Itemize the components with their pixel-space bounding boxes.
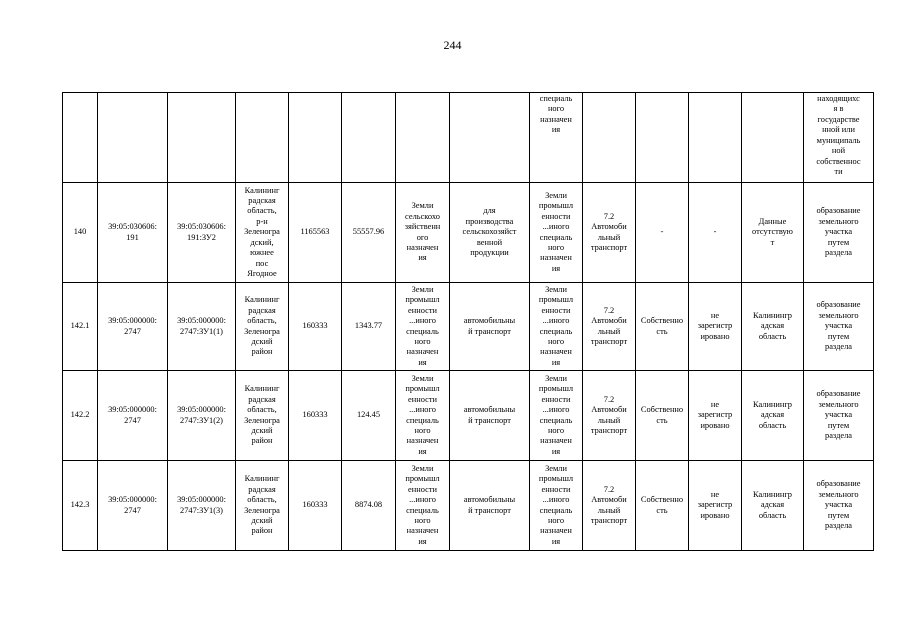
table-cell: для производства сельскохозяйст венной продукции (450, 183, 530, 283)
table-cell: Калинингр адская область (742, 283, 804, 371)
table-cell (450, 93, 530, 183)
table-cell: Собственно сть (636, 371, 689, 461)
table-cell: Собственно сть (636, 461, 689, 551)
table-row (63, 283, 874, 371)
table-cell: не зарегистр ировано (689, 371, 742, 461)
table-cell: 7.2 Автомоби льный транспорт (583, 183, 636, 283)
table-cell: Калининг радская область, Зеленогра дский район (236, 371, 289, 461)
table-cell: Собственно сть (636, 283, 689, 371)
table-cell: - (636, 183, 689, 283)
table-cell: 8874.08 (342, 461, 396, 551)
table-cell: Калинингр адская область (742, 371, 804, 461)
table-cell: 39:05:030606: 191:ЗУ2 (168, 183, 236, 283)
table-cell: 7.2 Автомоби льный транспорт (583, 371, 636, 461)
table-cell: 39:05:000000: 2747:ЗУ1(2) (168, 371, 236, 461)
table-cell (689, 93, 742, 183)
table-cell: 39:05:000000: 2747 (98, 371, 168, 461)
table-cell: Земли промышл енности ...иного специаль ного назначен ия (396, 371, 450, 461)
table-cell (583, 93, 636, 183)
table-cell: 160333 (289, 371, 342, 461)
table-cell: Данные отсутствую т (742, 183, 804, 283)
table-cell: 140 (63, 183, 98, 283)
table-cell: 7.2 Автомоби льный транспорт (583, 461, 636, 551)
table-cell: образование земельного участка путем раздела (804, 283, 874, 371)
table-row-continuation (63, 93, 874, 183)
table-cell: Калинингр адская область (742, 461, 804, 551)
table-cell: Земли промышл енности ...иного специаль ного назначен ия (396, 283, 450, 371)
table-cell (289, 93, 342, 183)
table-cell: 39:05:000000: 2747 (98, 283, 168, 371)
table-row (63, 371, 874, 461)
table-cell: 160333 (289, 461, 342, 551)
table-cell: 142.1 (63, 283, 98, 371)
table-cell: Земли промышл енности ...иного специаль ного назначен ия (530, 461, 583, 551)
table-cell (236, 93, 289, 183)
table-cell: 39:05:000000: 2747:ЗУ1(3) (168, 461, 236, 551)
table-body (63, 93, 874, 551)
page-number: 244 (443, 38, 462, 52)
land-plots-table (62, 92, 874, 551)
table-cell (98, 93, 168, 183)
table-cell: Земли промышл енности ...иного специаль ного назначен ия (530, 371, 583, 461)
table-cell: 1343.77 (342, 283, 396, 371)
table-cell (63, 93, 98, 183)
table-row (63, 461, 874, 551)
table-cell: не зарегистр ировано (689, 283, 742, 371)
table-cell: автомобильны й транспорт (450, 283, 530, 371)
table-cell (742, 93, 804, 183)
table-cell: Земли промышл енности ...иного специаль ного назначен ия (530, 183, 583, 283)
table-cell: 124.45 (342, 371, 396, 461)
table-cell: образование земельного участка путем раздела (804, 183, 874, 283)
table-cell: 55557.96 (342, 183, 396, 283)
table-cell: Земли сельскохо зяйственн ого назначен ия (396, 183, 450, 283)
table-cell: Калининг радская область, Зеленогра дский район (236, 461, 289, 551)
table-cell: 7.2 Автомоби льный транспорт (583, 283, 636, 371)
table-cell: автомобильны й транспорт (450, 371, 530, 461)
table-cell: 1165563 (289, 183, 342, 283)
table-cell: Калининг радская область, Зеленогра дский район (236, 283, 289, 371)
table-cell: образование земельного участка путем раздела (804, 371, 874, 461)
table-cell: автомобильны й транспорт (450, 461, 530, 551)
table-cell: не зарегистр ировано (689, 461, 742, 551)
table-cell: Калининг радская область, р-н Зеленогра дский, южнее пос Ягодное (236, 183, 289, 283)
table-cell: 160333 (289, 283, 342, 371)
table-cell: специаль ного назначен ия (530, 93, 583, 183)
table-cell: 142.3 (63, 461, 98, 551)
table-cell (342, 93, 396, 183)
table-cell: Земли промышл енности ...иного специаль ного назначен ия (530, 283, 583, 371)
table-row (63, 183, 874, 283)
table-cell (396, 93, 450, 183)
table-cell: находящихс я в государстве нной или муниципаль ной собственнос ти (804, 93, 874, 183)
table-cell: - (689, 183, 742, 283)
table-cell (168, 93, 236, 183)
table-cell: 142.2 (63, 371, 98, 461)
table-cell: 39:05:000000: 2747 (98, 461, 168, 551)
table-cell: 39:05:030606: 191 (98, 183, 168, 283)
table-cell (636, 93, 689, 183)
table-cell: 39:05:000000: 2747:ЗУ1(1) (168, 283, 236, 371)
table-cell: Земли промышл енности ...иного специаль ного назначен ия (396, 461, 450, 551)
table-cell: образование земельного участка путем раздела (804, 461, 874, 551)
